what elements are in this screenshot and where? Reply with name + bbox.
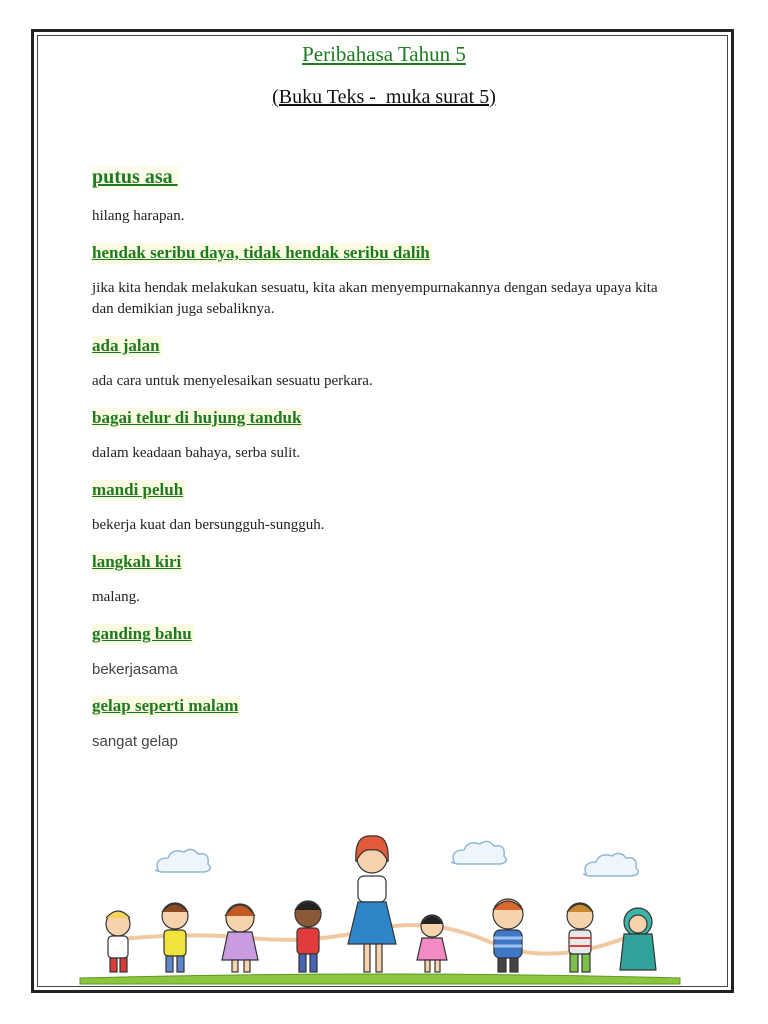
proverb-meaning: bekerja kuat dan bersungguh-sungguh. xyxy=(92,517,325,533)
proverb-entry xyxy=(92,696,672,752)
proverb-meaning: sangat gelap xyxy=(92,733,178,750)
child-figure xyxy=(106,911,130,972)
cloud-icon xyxy=(584,853,639,876)
proverb-list xyxy=(92,166,672,752)
children-holding-hands-illustration xyxy=(70,832,690,987)
proverb-entry xyxy=(92,480,672,536)
proverb-entry xyxy=(92,166,672,227)
proverb-phrase: putus asa xyxy=(92,166,178,188)
child-figure xyxy=(493,899,523,972)
cloud-icon xyxy=(452,841,507,864)
proverb-entry xyxy=(92,624,672,680)
proverb-phrase: langkah kiri xyxy=(92,552,182,571)
proverb-entry xyxy=(92,336,672,392)
child-figure xyxy=(417,915,447,972)
child-figure xyxy=(295,901,321,972)
teacher-figure xyxy=(348,836,396,972)
proverb-phrase: bagai telur di hujung tanduk xyxy=(92,408,302,427)
cloud-icon xyxy=(156,849,211,872)
proverb-entry xyxy=(92,408,672,464)
proverb-meaning: ada cara untuk menyelesaikan sesuatu perkara. xyxy=(92,373,373,389)
grass-strip xyxy=(80,974,680,984)
page-title: Peribahasa Tahun 5 xyxy=(302,42,466,66)
proverb-phrase: ganding bahu xyxy=(92,624,192,643)
child-figure xyxy=(222,904,258,972)
proverb-phrase: gelap seperti malam xyxy=(92,696,239,715)
child-figure xyxy=(162,903,188,972)
page-subtitle: (Buku Teks - muka surat 5) xyxy=(272,86,496,108)
proverb-meaning: hilang harapan. xyxy=(92,208,185,224)
proverb-meaning: bekerjasama xyxy=(92,661,178,678)
proverb-phrase: mandi peluh xyxy=(92,480,184,499)
proverb-meaning: dalam keadaan bahaya, serba sulit. xyxy=(92,445,301,461)
child-figure xyxy=(567,903,593,972)
proverb-entry xyxy=(92,552,672,608)
proverb-meaning: jika kita hendak melakukan sesuatu, kita akan menyempurnakannya dengan sedaya upaya kita dan demikian juga sebaliknya. xyxy=(92,280,658,317)
proverb-meaning: malang. xyxy=(92,589,140,605)
proverb-entry xyxy=(92,243,672,320)
proverb-phrase: ada jalan xyxy=(92,336,160,355)
child-figure xyxy=(620,908,656,970)
proverb-phrase: hendak seribu daya, tidak hendak seribu dalih xyxy=(92,243,430,262)
